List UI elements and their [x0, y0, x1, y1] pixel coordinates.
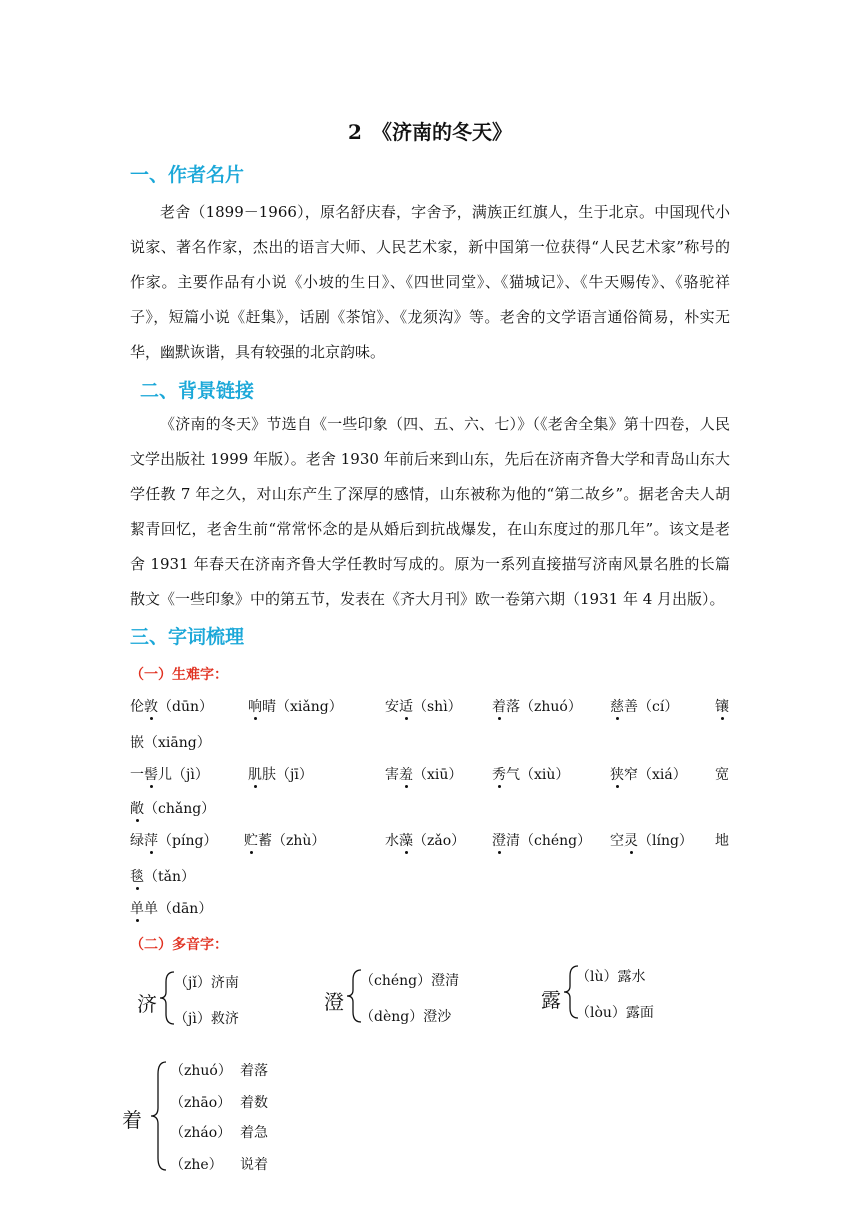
- word-dandan: 单单（dān）: [130, 901, 213, 917]
- word-chengqing: 澄清（chéng）: [492, 833, 592, 849]
- poly-char-zhe: 着: [122, 1108, 142, 1132]
- word-cishan: 慈善（cí）: [610, 699, 679, 715]
- poly-reading-code: （zháo）: [170, 1125, 232, 1141]
- poly-reading: （jì）救济: [174, 1011, 239, 1027]
- word-zhuxu: 贮蓄（zhù）: [244, 833, 326, 849]
- poly-reading-word: 着落: [240, 1063, 268, 1079]
- poly-char-ji: 济: [137, 992, 157, 1016]
- poly-reading-code: （zhuó）: [170, 1063, 232, 1079]
- poly-reading: （chéng）澄清: [360, 973, 460, 989]
- hard-chars-title: （一）生难字：: [130, 667, 228, 683]
- background-paragraph: [130, 407, 730, 617]
- poly-reading-word: 说着: [240, 1157, 268, 1173]
- word-xiangqing: 响晴（xiǎng）: [248, 699, 343, 715]
- poly-reading: （dèng）澄沙: [360, 1009, 452, 1025]
- word-kuanchang-1: 宽: [715, 767, 729, 783]
- word-kuanchang-2: 敞（chǎng）: [130, 801, 216, 817]
- background-text: 《济南的冬天》节选自《一些印象（四、五、六、七）》（《老舍全集》第十四卷，人民文学出版社 1999 年版）。老舍 1930 年前后来到山东，先后在济南齐鲁大学和青岛山东大学任教 7 年之久，对山东产生了深厚的感情，山东被称为他的“第二故乡”。据老舍夫人胡絜青回忆，老舍生前“常常怀念的是从婚后到抗战爆发，在山东度过的那几年”。该文是老舍 1931 年春天在济南齐鲁大学任教时写成的。原为一系列直接描写济南风景名胜的长篇散文《一些印象》中的第五节，发表在《齐大月刊》欧一卷第六期（1931 年 4 月出版）。: [130, 415, 730, 608]
- word-lundun: 伦敦（dūn）: [130, 699, 213, 715]
- poly-reading: （jǐ）济南: [174, 975, 239, 991]
- author-paragraph: [130, 195, 730, 370]
- word-xiuqi: 秀气（xiù）: [492, 767, 570, 783]
- word-xiangqian-1: 镶: [715, 699, 729, 715]
- section-heading-author: 一、作者名片: [130, 164, 245, 186]
- word-anshi: 安适（shì）: [385, 699, 462, 715]
- poly-reading: （lù）露水: [576, 969, 646, 985]
- polyphonic-title: （二）多音字：: [130, 937, 228, 953]
- word-kongling: 空灵（líng）: [610, 833, 693, 849]
- poly-reading-word: 着数: [240, 1095, 268, 1111]
- word-ditan-2: 毯（tǎn）: [130, 869, 195, 885]
- word-ditan-1: 地: [715, 833, 729, 849]
- section-heading-background: 二、背景链接: [140, 380, 255, 402]
- brace-icon: [148, 1058, 170, 1176]
- page-title: 2 《济南的冬天》: [348, 120, 512, 144]
- poly-reading-code: （zhāo）: [170, 1095, 232, 1111]
- poly-char-cheng: 澄: [324, 990, 344, 1014]
- word-lvping: 绿萍（píng）: [130, 833, 218, 849]
- word-xiangqian-2: 嵌（xiāng）: [130, 735, 211, 751]
- section-heading-words: 三、字词梳理: [130, 626, 245, 648]
- word-shuizao: 水藻（zǎo）: [385, 833, 466, 849]
- word-haixiu: 害羞（xiū）: [385, 767, 463, 783]
- poly-reading-word: 着急: [240, 1125, 268, 1141]
- word-jifu: 肌肤（jī）: [248, 767, 313, 783]
- word-yijier: 一髻儿（jì）: [130, 767, 209, 783]
- author-text: 老舍（1899－1966），原名舒庆春，字舍予，满族正红旗人，生于北京。中国现代小说家、著名作家，杰出的语言大师、人民艺术家，新中国第一位获得“人民艺术家”称号的作家。主要作品有小说《小坡的生日》、《四世同堂》、《猫城记》、《牛天赐传》、《骆驼祥子》，短篇小说《赶集》，话剧《茶馆》、《龙须沟》等。老舍的文学语言通俗简易，朴实无华，幽默诙谐，具有较强的北京韵味。: [130, 203, 730, 361]
- word-xiazhai: 狭窄（xiá）: [610, 767, 687, 783]
- word-zhuoluo: 着落（zhuó）: [492, 699, 582, 715]
- poly-reading: （lòu）露面: [576, 1005, 654, 1021]
- poly-reading-code: （zhe）: [170, 1157, 223, 1173]
- poly-char-lu: 露: [541, 988, 561, 1012]
